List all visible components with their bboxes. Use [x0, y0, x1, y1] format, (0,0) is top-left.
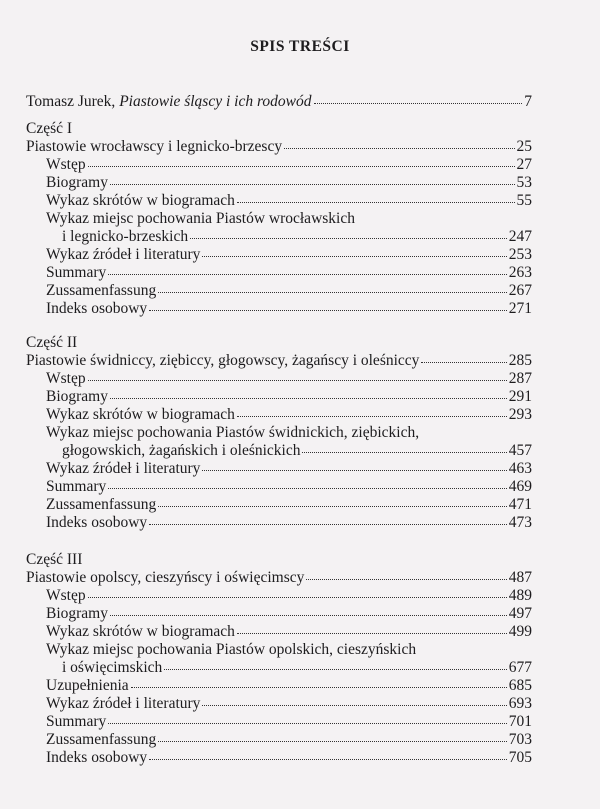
entry-label: Summary [46, 478, 107, 495]
leader-dots [108, 273, 506, 275]
toc-entry [46, 264, 532, 282]
toc-entry [46, 460, 532, 478]
entry-label-line1: Wykaz miejsc pochowania Piastów świdnickich, ziębickich, [46, 424, 420, 441]
toc-entry [46, 406, 532, 424]
toc-entry [46, 514, 532, 532]
page-number: 53 [516, 174, 532, 191]
leader-dots [284, 147, 514, 149]
page-number: 247 [508, 228, 532, 245]
toc-entry-main [26, 569, 532, 587]
toc-entry [46, 300, 532, 318]
toc-entry-main [26, 352, 532, 370]
leader-dots [237, 415, 507, 417]
page-number: 489 [508, 587, 532, 604]
intro-title: Piastowie śląscy i ich rodowód [119, 93, 312, 110]
part-heading: Część I [26, 120, 73, 137]
page-number: 293 [508, 406, 532, 423]
page-number: 457 [508, 442, 532, 459]
page-number: 291 [508, 388, 532, 405]
page-number: 27 [516, 156, 532, 173]
entry-label: Wykaz źródeł i literatury [46, 246, 201, 263]
entry-label: Piastowie wrocławscy i legnicko-brzescy [26, 138, 283, 155]
entry-label-line2: głogowskich, żagańskich i oleśnickich [62, 442, 301, 459]
toc-entry [46, 677, 532, 695]
entry-label: Wykaz źródeł i literatury [46, 460, 201, 477]
entry-label: Wykaz skrótów w biogramach [46, 623, 235, 640]
leader-dots [202, 704, 506, 706]
page-number: 469 [508, 478, 532, 495]
toc-entry [46, 496, 532, 514]
leader-dots [190, 237, 507, 239]
entry-label-line1: Wykaz miejsc pochowania Piastów wrocławskich [46, 210, 355, 227]
part-heading: Część III [26, 551, 83, 568]
page-number: 267 [508, 282, 532, 299]
toc-entry-intro [26, 93, 532, 111]
entry-label-line2: i oświęcimskich [62, 659, 163, 676]
page-number: 677 [508, 659, 532, 676]
leader-dots [110, 397, 507, 399]
leader-dots [149, 523, 507, 525]
page-number: 693 [508, 695, 532, 712]
toc-entry [46, 623, 532, 641]
leader-dots [88, 596, 507, 598]
toc-entry [46, 605, 532, 623]
leader-dots [164, 668, 506, 670]
entry-label: Piastowie świdniccy, ziębiccy, głogowscy, żagańscy i oleśniccy [26, 352, 420, 369]
page-number: 285 [508, 352, 532, 369]
entry-label: Wykaz skrótów w biogramach [46, 192, 235, 209]
toc-entry [46, 695, 532, 713]
toc-entry [62, 442, 532, 460]
entry-label-line1: Wykaz miejsc pochowania Piastów opolskich, cieszyńskich [46, 641, 417, 658]
leader-dots [202, 469, 506, 471]
leader-dots [110, 614, 507, 616]
entry-label: Biogramy [46, 605, 108, 622]
page-number: 701 [508, 713, 532, 730]
page-number: 7 [524, 93, 532, 110]
toc-entry [46, 156, 532, 174]
leader-dots [202, 255, 506, 257]
leader-dots [158, 505, 507, 507]
page-number: 487 [508, 569, 532, 586]
leader-dots [314, 102, 523, 104]
page-number: 473 [508, 514, 532, 531]
toc-entry [46, 370, 532, 388]
entry-label: Indeks osobowy [46, 514, 148, 531]
leader-dots [421, 361, 506, 363]
toc-entry [46, 282, 532, 300]
page-number: 25 [516, 138, 532, 155]
entry-label: Zussamenfassung [46, 282, 157, 299]
leader-dots [110, 183, 515, 185]
leader-dots [88, 165, 515, 167]
entry-label: Wstęp [46, 587, 86, 604]
part-heading: Część II [26, 334, 78, 351]
toc-entry [46, 587, 532, 605]
toc-entry [62, 659, 532, 677]
entry-label: Biogramy [46, 174, 108, 191]
intro-author: Tomasz Jurek, [26, 93, 116, 110]
page-number: 463 [508, 460, 532, 477]
page-number: 703 [508, 731, 532, 748]
leader-dots [158, 291, 507, 293]
leader-dots [149, 309, 507, 311]
page-number: 497 [508, 605, 532, 622]
leader-dots [131, 686, 507, 688]
page-number: 705 [508, 749, 532, 766]
leader-dots [302, 451, 506, 453]
leader-dots [108, 487, 506, 489]
entry-label: Zussamenfassung [46, 496, 157, 513]
page-number: 253 [508, 246, 532, 263]
toc-entry-main [26, 138, 532, 156]
toc-entry [62, 228, 532, 246]
entry-label: Indeks osobowy [46, 749, 148, 766]
entry-label: Indeks osobowy [46, 300, 148, 317]
leader-dots [237, 632, 507, 634]
entry-label: Wstęp [46, 370, 86, 387]
page-number: 271 [508, 300, 532, 317]
toc-entry [46, 478, 532, 496]
toc-entry [46, 174, 532, 192]
page-number: 55 [516, 192, 532, 209]
page-title: SPIS TREŚCI [250, 38, 350, 55]
page-number: 471 [508, 496, 532, 513]
entry-label: Wstęp [46, 156, 86, 173]
entry-label: Zussamenfassung [46, 731, 157, 748]
entry-label-line2: i legnicko-brzeskich [62, 228, 189, 245]
entry-label: Uzupełnienia [46, 677, 129, 694]
page-number: 685 [508, 677, 532, 694]
toc-entry [46, 192, 532, 210]
page-number: 263 [508, 264, 532, 281]
toc-entry [46, 731, 532, 749]
toc-entry [46, 713, 532, 731]
entry-label: Summary [46, 713, 107, 730]
leader-dots [158, 740, 507, 742]
entry-label: Piastowie opolscy, cieszyńscy i oświęcimscy [26, 569, 305, 586]
leader-dots [237, 201, 515, 203]
leader-dots [88, 379, 507, 381]
toc-entry [46, 749, 532, 767]
toc-entry [46, 388, 532, 406]
leader-dots [306, 578, 506, 580]
leader-dots [108, 722, 506, 724]
entry-label: Wykaz skrótów w biogramach [46, 406, 235, 423]
entry-label: Biogramy [46, 388, 108, 405]
entry-label: Summary [46, 264, 107, 281]
page-number: 499 [508, 623, 532, 640]
toc-entry [46, 246, 532, 264]
page-number: 287 [508, 370, 532, 387]
leader-dots [149, 758, 507, 760]
entry-label: Wykaz źródeł i literatury [46, 695, 201, 712]
